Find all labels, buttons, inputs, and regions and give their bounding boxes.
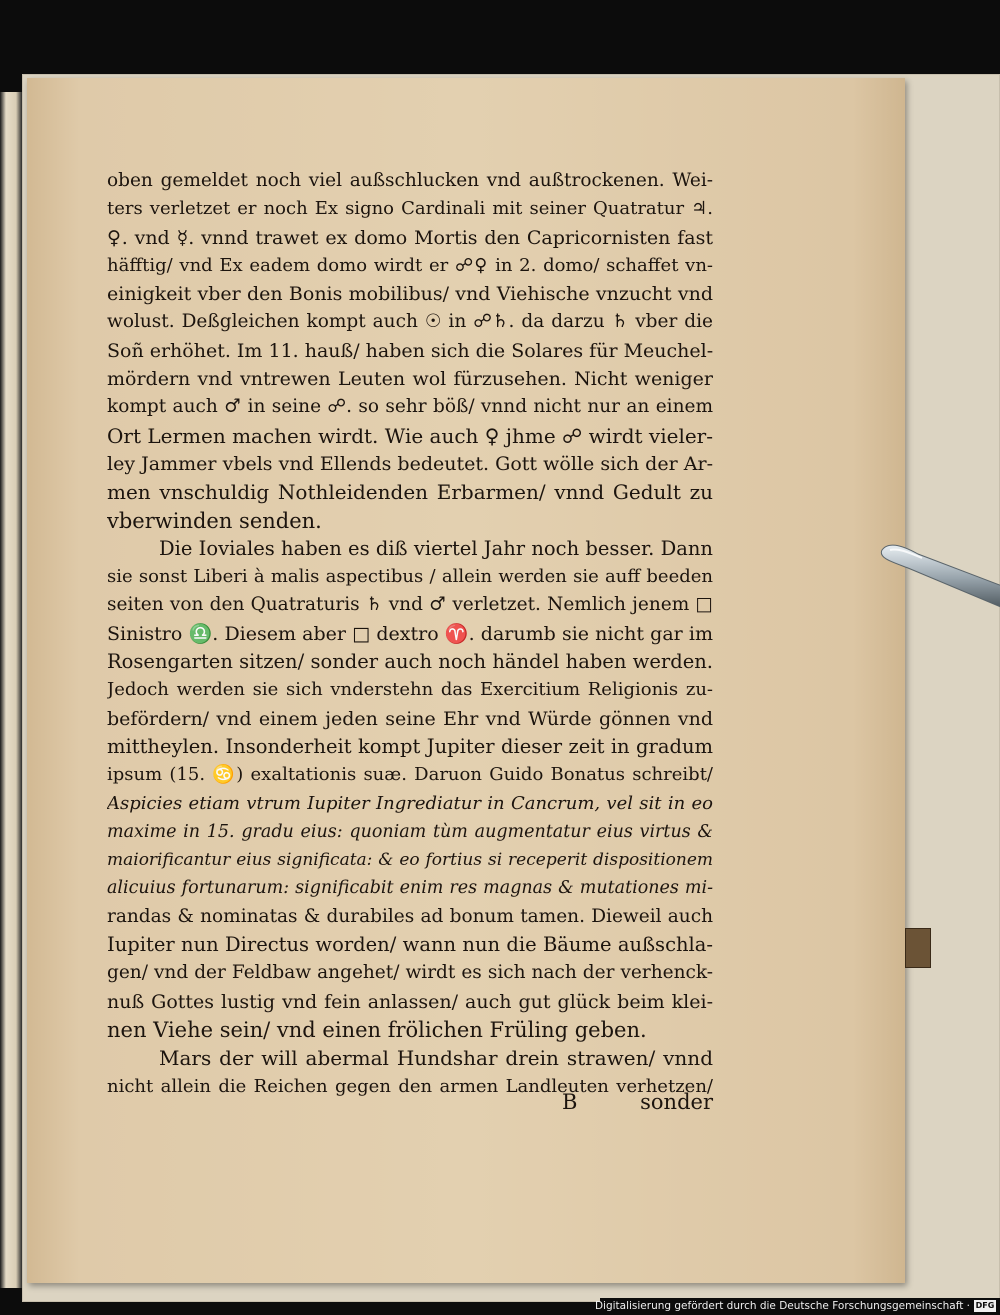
text-line-29: gen/ vnd der Feldbaw angehet/ wirdt es sich nach der verhenck- [107,962,713,984]
text-line-23: Aspicies etiam vtrum Iupiter Ingrediatur in Cancrum, vel sit in eo [107,792,713,814]
text-line-9: kompt auch ♂ in seine ☍. so sehr böß/ vnnd nicht nur an einem [107,396,713,418]
text-line-25: maiorificantur eius significata: & eo fortius si receperit dispositionem [107,850,713,871]
text-line-17: Sinistro ♎. Diesem aber □ dextro ♈. darumb sie nicht gar im [107,622,713,645]
text-line-5: einigkeit vber den Bonis mobilibus/ vnd Viehische vnzucht vnd [107,283,713,306]
text-line-21: mittheylen. Insonderheit kompt Jupiter dieser zeit in gradum [107,734,713,758]
text-line-27: randas & nominatas & durabiles ad bonum tamen. Dieweil auch [107,905,713,927]
text-line-6: wolust. Deßgleichen kompt auch ☉ in ☍♄. da darzu ♄ vber die [107,311,713,333]
text-line-24: maxime in 15. gradu eius: quoniam tùm augmentatur eius virtus & [107,821,713,842]
page-tab-marker [905,928,931,968]
page-footer-line [107,1090,713,1118]
dfg-logo-icon: DFG [975,1301,995,1310]
signature-mark: B [562,1090,578,1114]
footer-credit: Digitalisierung gefördert durch die Deutsche Forschungsgemeinschaft · [594,1300,970,1312]
text-line-7: Soñ erhöhet. Im 11. hauß/ haben sich die Solares für Meuchel- [107,339,713,362]
catchword: sonder [640,1090,713,1114]
text-line-30: nuß Gottes lustig vnd fein anlassen/ auch gut glück beim klei- [107,990,713,1013]
text-line-32: Mars der will abermal Hundshar drein strawen/ vnnd [159,1046,713,1071]
page-text [107,167,713,1101]
text-line-16: seiten von den Quatraturis ♄ vnd ♂ verletzet. Nemlich jenem □ [107,594,713,616]
digitization-footer [594,1298,1000,1314]
text-line-28: Iupiter nun Directus worden/ wann nun die Bäume außschla- [107,933,713,957]
text-line-26: alicuius fortunarum: significabit enim res magnas & mutationes mi- [107,878,713,899]
text-line-10: Ort Lermen machen wirdt. Wie auch ♀ jhme ☍ wirdt vieler- [107,423,713,448]
text-line-31: nen Viehe sein/ vnd einen frölichen Früling geben. [107,1017,647,1042]
text-line-18: Rosengarten sitzen/ sonder auch noch händel haben werden. [107,650,713,674]
text-line-8: mördern vnd vntrewen Leuten wol fürzusehen. Nicht weniger [107,368,713,391]
text-line-33: nicht allein die Reichen gegen den armen Landleuten verhetzen/ [107,1075,713,1097]
glass-pointer-icon [878,540,1000,610]
text-line-3: ♀. vnd ☿. vnnd trawet ex domo Mortis den Capricornisten fast [107,226,713,249]
text-line-4: häfftig/ vnd Ex eadem domo wirdt er ☍♀ in 2. domo/ schaffet vn- [107,254,713,276]
previous-page-edge [0,92,22,1288]
text-line-19: Jedoch werden sie sich vnderstehn das Exercitium Religionis zu- [107,679,713,701]
text-line-20: befördern/ vnd einem jeden seine Ehr vnd Würde gönnen vnd [107,707,713,730]
text-line-22: ipsum (15. ♋) exaltationis suæ. Daruon Guido Bonatus schreibt/ [107,764,713,786]
text-line-2: ters verletzet er noch Ex signo Cardinali mit seiner Quatratur ♃. [107,198,713,220]
text-line-13: vberwinden senden. [107,508,322,533]
text-line-11: ley Jammer vbels vnd Ellends bedeutet. Gott wölle sich der Ar- [107,452,713,475]
text-line-1: oben gemeldet noch viel außschlucken vnd außtrockenen. Wei- [107,170,713,191]
text-line-12: men vnschuldig Nothleidenden Erbarmen/ vnnd Gedult zu [107,480,713,505]
text-line-15: sie sonst Liberi à malis aspectibus / allein werden sie auff beeden [107,566,713,588]
text-line-14: Die Ioviales haben es diß viertel Jahr noch besser. Dann [159,536,713,560]
